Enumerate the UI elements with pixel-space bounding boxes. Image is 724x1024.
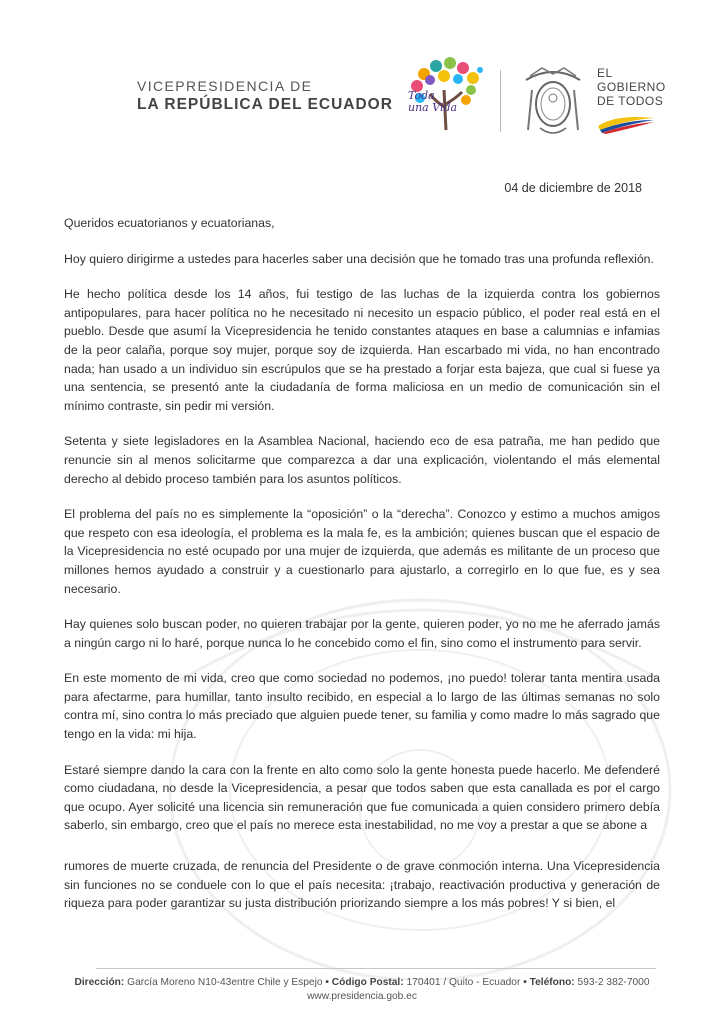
logo-divider [500,70,501,132]
campaign-line-2: una Vida [408,101,458,114]
postal-label: Código Postal: [331,977,404,988]
phone-value: 593-2 382-7000 [577,977,650,988]
greeting: Queridos ecuatorianos y ecuatorianas, [64,216,275,230]
paragraph-5: Hay quienes solo buscan poder, no quieren trabajar por la gente, quieren poder, yo no me he aferrado jamás a ningún cargo ni lo haré, porque nunca lo he concebido como el fin, sino como el instrumento para servir. [64,617,660,650]
letterhead [0,0,724,160]
coat-of-arms-icon [520,60,586,142]
paragraph-3: Setenta y siete legisladores en la Asamblea Nacional, haciendo eco de esa patraña, me han pedido que renuncie sin al menos solicitarme que comparezca a dar una explicación, violentando el más elemental derecho al debido proceso también para los asuntos políticos. [64,434,660,486]
toda-una-vida-text [408,90,488,114]
postal-value: 170401 / Quito - Ecuador [406,977,521,988]
campaign-line-1: Toda [408,89,435,102]
paragraph-8: rumores de muerte cruzada, de renuncia del Presidente o de grave conmoción interna. Una Vicepresidencia sin funciones no se conduele con lo que el país necesita: ¡trabajo, reactivación productiva y generación de riqueza para poder garantizar su justa distribución priorizando siempre a los más pobres! Y si bien, el [64,859,660,911]
letter-footer [0,976,724,1004]
institution-line-2: LA REPÚBLICA DEL ECUADOR [137,96,393,113]
address-label: Dirección: [74,977,125,988]
website-link[interactable]: www.presidencia.gob.ec [307,991,417,1002]
address-value: García Moreno N10-43entre Chile y Espejo [127,977,323,988]
phone-label: Teléfono: [529,977,575,988]
paragraph-4: El problema del país no es simplemente la “oposición” o la “derecha”. Conozco y estimo a muchos amigos que respeto con esa ideología, el problema es la mala fe, es la ambición; quienes buscan que el espacio de la Vicepresidencia no esté ocupado por una mujer de izquierda, que además es militante de un proceso que millones hemos ayudado a construir y a cuestionarlo para ajustarlo, a corregirlo en lo que fue, es y sea necesario. [64,507,660,596]
institution-name [137,78,393,114]
government-line-2: GOBIERNO [597,80,666,94]
letter-body [64,214,660,930]
institution-line-1: VICEPRESIDENCIA DE [137,78,313,94]
government-line-3: DE TODOS [597,94,664,108]
flag-swoosh-icon [596,112,656,134]
paragraph-1: Hoy quiero dirigirme a ustedes para hacerles saber una decisión que he tomado tras una profunda reflexión. [64,251,654,266]
paragraph-6: En este momento de mi vida, creo que como sociedad no podemos, ¡no puedo! tolerar tanta mentira usada para afectarme, para humillar, tanto insulto recibido, en especial a lo largo de las últimas semanas no solo contra mí, sino contra lo más preciado que alguien puede tener, su familia y como madre lo más sagrado que tengo en la vida: mi hija. [64,671,660,742]
paragraph-2: He hecho política desde los 14 años, fui testigo de las luchas de la izquierda contra los gobiernos antipopulares, para hacer política no he necesitado ni necesito un espacio público, el poder real está en el pueblo. Desde que asumí la Vicepresidencia he tenido constantes ataques en base a calumnias e infamias de la peor calaña, porque soy mujer, porque soy de izquierda. Han escarbado mi vida, no han encontrado nada; han usado a un individuo sin escrúpulos que se ha prestado a forjar esta bajeza, que cual si fuese ya una sentencia, se presentó ante la ciudadanía de forma maliciosa en un medio de comunicación sin el mínimo contraste, sin pedir mi versión. [64,287,660,413]
separator-2: • [523,977,527,988]
letter-date: 04 de diciembre de 2018 [504,181,642,195]
paragraph-7: Estaré siempre dando la cara con la frente en alto como solo la gente honesta puede hacerlo. Me defenderé como ciudadana, no desde la Vicepresidencia, a pesar que todos saben que esta canallada es por el cargo que ocupo. Ayer solicité una licencia sin remuneración que fue comunicada a quien considero primero debía saberlo, sin embargo, creo que el país no merece esta inestabilidad, no me voy a prestar a que se abone a [64,762,660,833]
government-line-1: EL [597,66,613,80]
footer-contact-line [0,976,724,990]
separator-1: • [325,977,329,988]
footer-divider [96,968,656,969]
el-gobierno-de-todos-text [597,66,666,108]
